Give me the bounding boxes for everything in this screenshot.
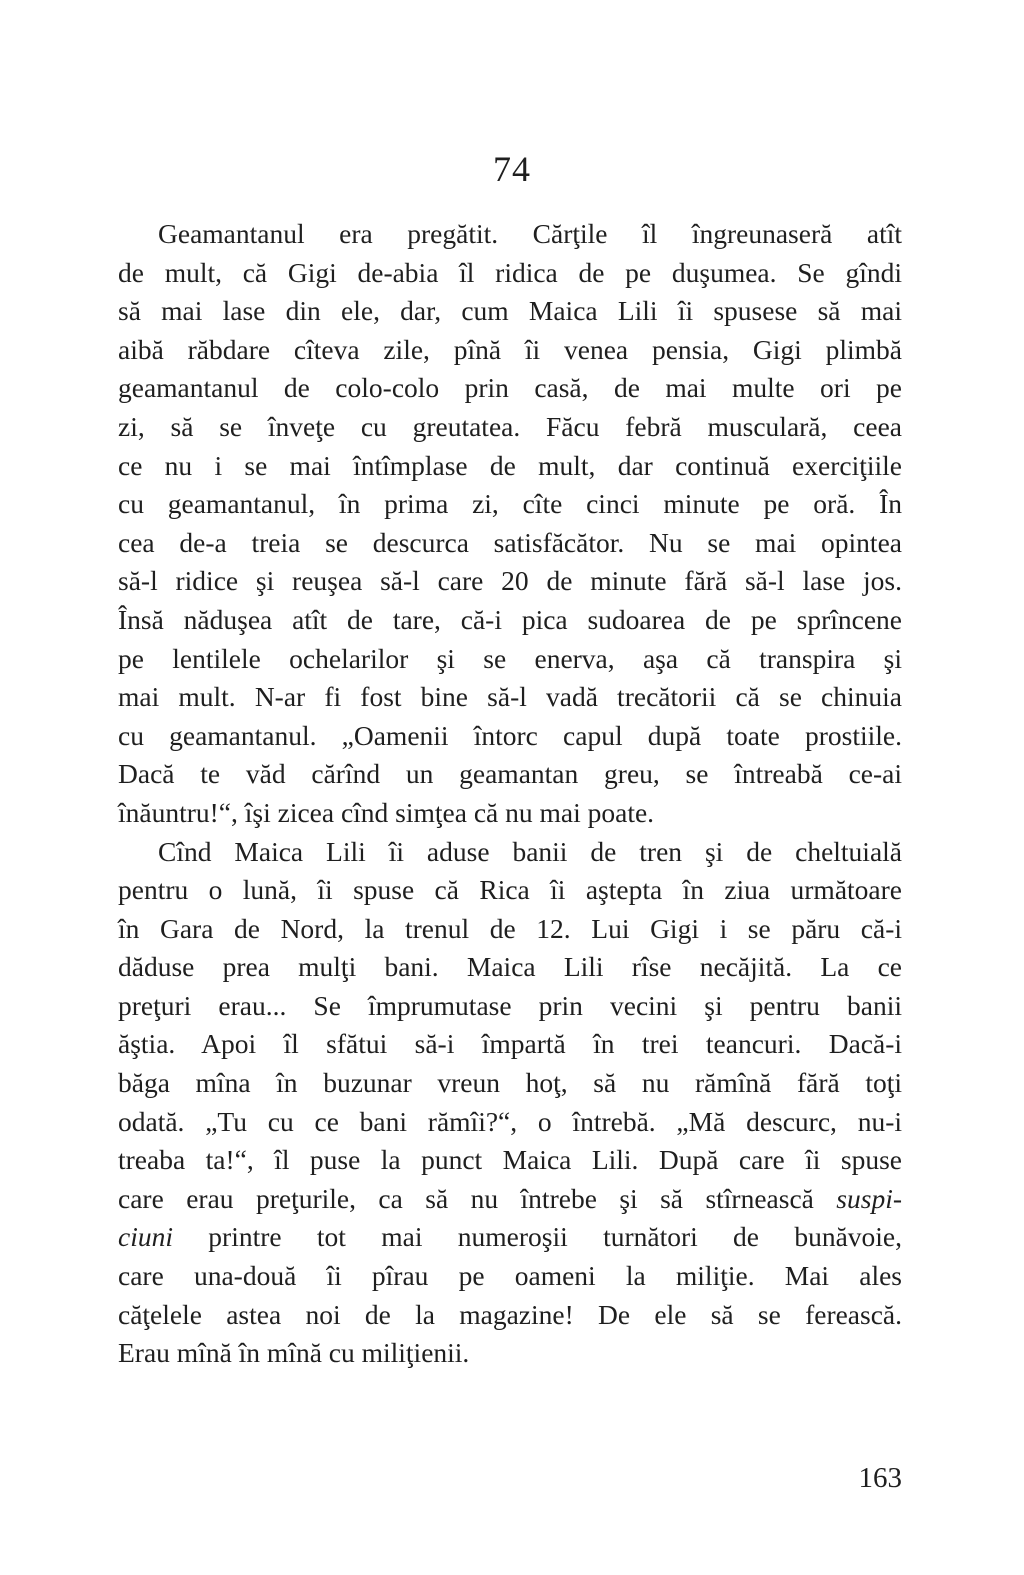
- text-line: Însă năduşea atît de tare, că-i pica sudoarea de pe sprîncene: [118, 603, 902, 635]
- text-line: cu geamantanul. „Oamenii întorc capul după toate prostiile.: [118, 719, 902, 751]
- text-line: preţuri erau... Se împrumutase prin vecini şi pentru banii: [118, 989, 902, 1021]
- text-line: geamantanul de colo-colo prin casă, de mai multe ori pe: [118, 372, 902, 404]
- chapter-number: 74: [493, 149, 531, 189]
- text-line: [118, 1180, 902, 1219]
- text-line: cu geamantanul, în prima zi, cîte cinci minute pe oră. În: [118, 488, 902, 520]
- text-line: treaba ta!“, îl puse la punct Maica Lili. După care îi spuse: [118, 1144, 902, 1176]
- text-line: Cînd Maica Lili îi aduse banii de tren şi de cheltuială: [158, 835, 902, 867]
- text-line: care una-două îi pîrau pe oameni la miliţie. Mai ales: [118, 1260, 902, 1292]
- text-line: mai mult. N-ar fi fost bine să-l vadă trecătorii că se chinuia: [118, 681, 902, 713]
- text-line: aibă răbdare cîteva zile, pînă îi venea pensia, Gigi plimbă: [118, 333, 902, 365]
- text-line: înăuntru!“, îşi zicea cînd simţea că nu mai poate.: [118, 796, 655, 828]
- text-line: pentru o lună, îi spuse că Rica îi aştepta în ziua următoare: [118, 874, 902, 906]
- text-line: băga mîna în buzunar vreun hoţ, să nu rămînă fără toţi: [118, 1067, 902, 1099]
- text-line: Geamantanul era pregătit. Cărţile îl îngreunaseră atît: [158, 218, 902, 249]
- text-line: Dacă te văd cărînd un geamantan greu, se întreabă ce-ai: [118, 758, 902, 790]
- text-line: zi, să se înveţe cu greutatea. Făcu febră musculară, ceea: [118, 410, 902, 442]
- text-line: de mult, că Gigi de-abia îl ridica de pe duşumea. Se gîndi: [118, 256, 902, 288]
- text-line: Erau mînă în mînă cu miliţienii.: [118, 1337, 470, 1369]
- text-line: ce nu i se mai întîmplase de mult, dar continuă exerciţiile: [118, 449, 902, 481]
- text-line: dăduse prea mulţi bani. Maica Lili rîse necăjită. La ce: [118, 951, 902, 983]
- text-line: ăştia. Apoi îl sfătui să-i împartă în trei teancuri. Dacă-i: [118, 1028, 902, 1060]
- text-line: în Gara de Nord, la trenul de 12. Lui Gigi i se păru că-i: [118, 912, 902, 944]
- text-segment: printre tot mai numeroşii turnători de bunăvoie,: [173, 1221, 902, 1253]
- text-line: să mai lase din ele, dar, cum Maica Lili îi spusese să mai: [118, 295, 902, 327]
- body-text: [118, 215, 902, 1373]
- text-segment: care erau preţurile, ca să nu întrebe şi să stîrnească: [118, 1182, 837, 1214]
- text-line: [118, 1218, 902, 1257]
- text-line: căţelele astea noi de la magazine! De ele să se ferească.: [118, 1298, 902, 1330]
- text-line: să-l ridice şi reuşea să-l care 20 de minute fără să-l lase jos.: [118, 565, 902, 597]
- italic-word: ciuni: [118, 1221, 173, 1253]
- text-line: cea de-a treia se descurca satisfăcător. Nu se mai opintea: [118, 526, 902, 558]
- text-line: pe lentilele ochelarilor şi se enerva, aşa că transpira şi: [118, 642, 902, 674]
- text-line: odată. „Tu cu ce bani rămîi?“, o întrebă. „Mă descurc, nu-i: [118, 1105, 902, 1137]
- page-number: 163: [858, 1462, 902, 1494]
- italic-word: suspi-: [836, 1182, 902, 1214]
